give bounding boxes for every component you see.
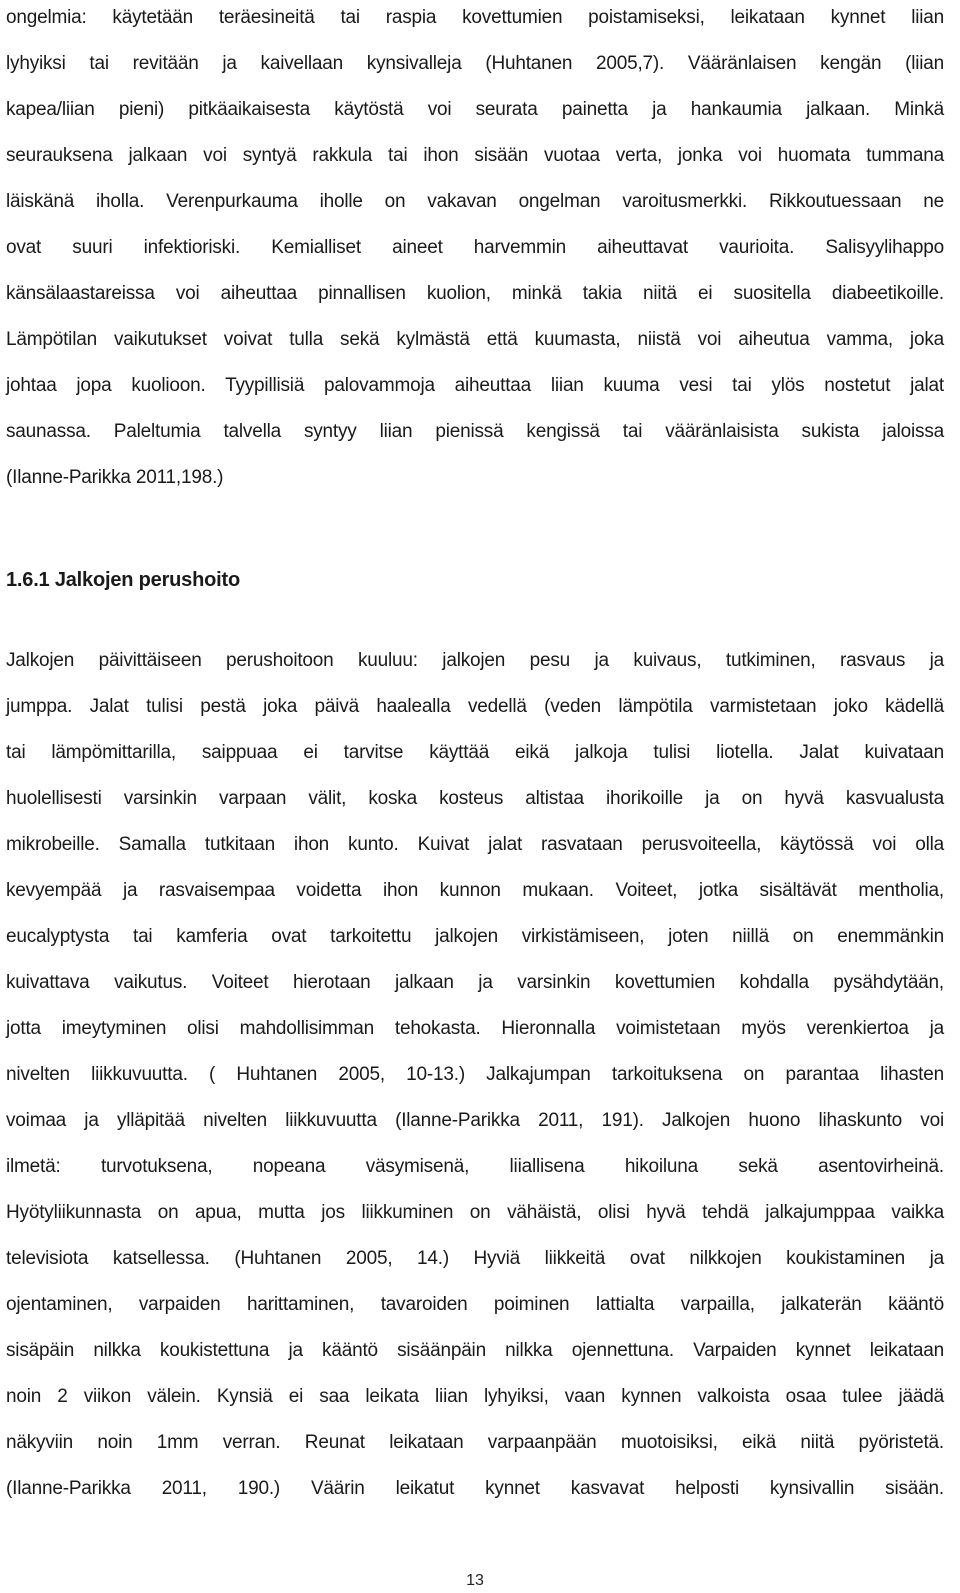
text-line: kevyempää ja rasvaisempaa voidetta ihon kunnon mukaan. Voiteet, jotka sisältävät mentholia, [6,880,944,901]
text-line: mikrobeille. Samalla tutkitaan ihon kunto. Kuivat jalat rasvataan perusvoiteella, käytössä voi olla [6,834,944,855]
text-line: Lämpötilan vaikutukset voivat tulla sekä kylmästä että kuumasta, niistä voi aiheutua vamma, joka [6,329,944,350]
text-line: eucalyptysta tai kamferia ovat tarkoitettu jalkojen virkistämiseen, joten niillä on enemmänkin [6,926,944,947]
section-heading: 1.6.1 Jalkojen perushoito [6,569,240,591]
text-line: tai lämpömittarilla, saippuaa ei tarvitse käyttää eikä jalkoja tulisi liotella. Jalat kuivataan [6,742,944,763]
text-line: sisäpäin nilkka koukistettuna ja kääntö sisäänpäin nilkka ojennettuna. Varpaiden kynnet leikataan [6,1340,944,1361]
text-line: näkyviin noin 1mm verran. Reunat leikataan varpaanpään muotoisiksi, eikä niitä pyöristetä. [6,1432,944,1453]
text-line: ilmetä: turvotuksena, nopeana väsymisenä, liiallisena hikoiluna sekä asentovirheinä. [6,1156,944,1177]
text-line: Jalkojen päivittäiseen perushoitoon kuuluu: jalkojen pesu ja kuivaus, tutkiminen, rasvaus ja [6,650,944,671]
text-line: läiskänä iholla. Verenpurkauma iholle on vakavan ongelman varoitusmerkki. Rikkoutuessaan ne [6,191,944,212]
text-line: huolellisesti varsinkin varpaan välit, koska kosteus altistaa ihorikoille ja on hyvä kasvualusta [6,788,944,809]
body-paragraph-2 [6,638,944,1512]
text-line: noin 2 viikon välein. Kynsiä ei saa leikata liian lyhyiksi, vaan kynnen valkoista osaa tulee jäädä [6,1386,944,1407]
text-line: kuivattava vaikutus. Voiteet hierotaan jalkaan ja varsinkin kovettumien kohdalla pysähdytään, [6,972,944,993]
text-line: saunassa. Paleltumia talvella syntyy liian pienissä kengissä tai vääränlaisista sukista jaloissa [6,421,944,442]
body-paragraph-1 [6,0,944,501]
text-line: jotta imeytyminen olisi mahdollisimman tehokasta. Hieronnalla voimistetaan myös verenkiertoa ja [6,1018,944,1039]
text-line: jumppa. Jalat tulisi pestä joka päivä haalealla vedellä (veden lämpötila varmistetaan joko kädellä [6,696,944,717]
text-line: lyhyiksi tai revitään ja kaivellaan kynsivalleja (Huhtanen 2005,7). Vääränlaisen kengän (liian [6,53,944,74]
text-line: kapea/liian pieni) pitkäaikaisesta käytöstä voi seurata painetta ja hankaumia jalkaan. Minkä [6,99,944,120]
text-line: voimaa ja ylläpitää nivelten liikkuvuutta (Ilanne-Parikka 2011, 191). Jalkojen huono lihaskunto voi [6,1110,944,1131]
text-line: seurauksena jalkaan voi syntyä rakkula tai ihon sisään vuotaa verta, jonka voi huomata tummana [6,145,944,166]
document-page [6,0,944,1593]
text-line: nivelten liikkuvuutta. ( Huhtanen 2005, 10-13.) Jalkajumpan tarkoituksena on parantaa lihasten [6,1064,944,1085]
text-line: ongelmia: käytetään teräesineitä tai raspia kovettumien poistamiseksi, leikataan kynnet liian [6,7,944,28]
text-line: johtaa jopa kuolioon. Tyypillisiä palovammoja aiheuttaa liian kuuma vesi tai ylös nostetut jalat [6,375,944,396]
text-line: ovat suuri infektioriski. Kemialliset aineet harvemmin aiheuttavat vaurioita. Salisyylihappo [6,237,944,258]
text-line: ojentaminen, varpaiden harittaminen, tavaroiden poiminen lattialta varpailla, jalkaterän kääntö [6,1294,944,1315]
text-line: Hyötyliikunnasta on apua, mutta jos liikkuminen on vähäistä, olisi hyvä tehdä jalkajumppaa vaikka [6,1202,944,1223]
text-line: (Ilanne-Parikka 2011,198.) [6,467,224,488]
text-line: känsälaastareissa voi aiheuttaa pinnallisen kuolion, minkä takia niitä ei suositella diabeetikoille. [6,283,944,304]
page-number: 13 [466,1572,484,1589]
text-line: televisiota katsellessa. (Huhtanen 2005, 14.) Hyviä liikkeitä ovat nilkkojen koukistaminen ja [6,1248,944,1269]
text-line: (Ilanne-Parikka 2011, 190.) Väärin leikatut kynnet kasvavat helposti kynsivallin sisään. [6,1478,944,1499]
